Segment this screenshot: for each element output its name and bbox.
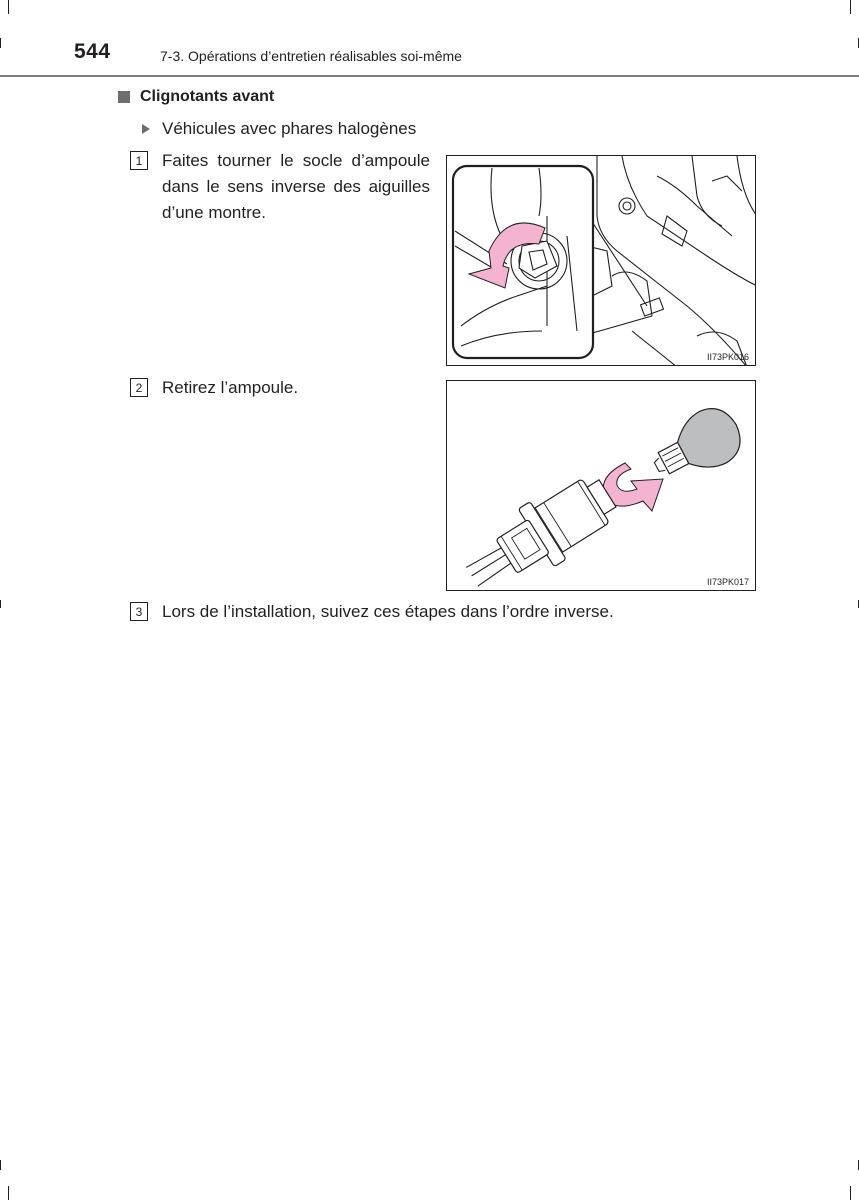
socket-removal-illustration [447,156,756,366]
step-number-1: 1 [130,151,148,170]
triangle-bullet-icon [142,124,150,134]
header-rule [0,75,859,77]
bulb-removal-illustration [447,381,756,591]
square-bullet-icon [118,91,130,103]
figure-code: II73PK016 [706,352,749,362]
step-number-2: 2 [130,378,148,397]
step-text-3: Lors de l’installation, suivez ces étapes dans l’ordre inverse. [162,602,614,621]
step-text-1: Faites tourner le socle d’ampoule dans le sens inverse des aiguilles d’une montre. [162,151,430,222]
subheading [142,119,416,139]
crop-mark [8,1186,9,1200]
section-heading-text: Clignotants avant [140,88,275,105]
chapter-title: 7-3. Opérations d’entretien réalisables soi-même [160,48,462,64]
figure-bulb-removal [446,380,756,591]
step-number-3: 3 [130,602,148,621]
step-text-2: Retirez l’ampoule. [162,378,299,397]
page-number: 544 [74,40,111,63]
subheading-text: Véhicules avec phares halogènes [162,119,417,138]
figure-code: II73PK017 [706,577,749,587]
crop-mark [0,1160,1,1170]
crop-mark [850,1186,851,1200]
section-heading [118,88,274,106]
crop-mark [8,0,9,14]
figure-socket-removal [446,155,756,366]
crop-mark [0,38,1,48]
crop-mark [850,0,851,14]
crop-mark [0,600,1,608]
